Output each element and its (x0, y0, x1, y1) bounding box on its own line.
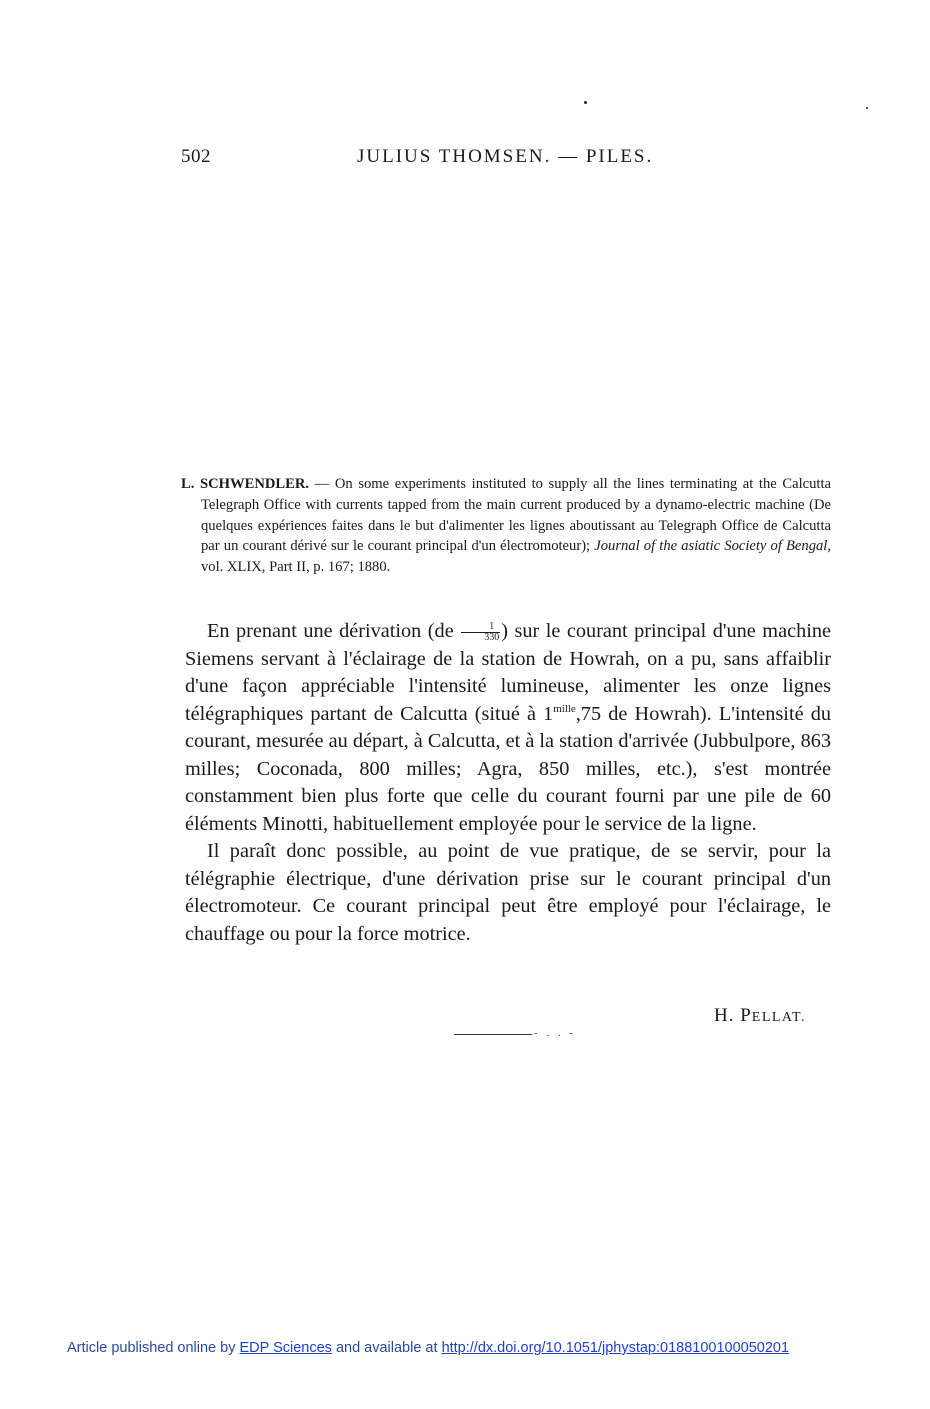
paragraph-1-middle: ) sur le courant principal d'une machine Siemens servant à l'éclairage de la station de Howrah, on a pu, sans affaiblir d'une façon appréciable l'intensité lumineuse, alimenter les onze lignes télégraphiques partant de Calcutta (situé à 1 (185, 620, 831, 725)
bibliographic-reference (181, 474, 831, 578)
scan-speck (866, 107, 868, 109)
article-body (185, 618, 831, 948)
superscript-mille: mille (553, 702, 576, 715)
publisher-link[interactable]: EDP Sciences (239, 1340, 332, 1356)
fraction (461, 622, 500, 643)
scan-speck (584, 101, 587, 104)
reference-title-french: (De quelques expériences faites dans le but d'alimenter les lignes aboutissant au Telegraph Office de Calcutta par un courant dérivé sur le courant principal d'un électromoteur); (201, 496, 831, 555)
publication-footer (67, 1340, 789, 1356)
reference-author: L. SCHWENDLER. (181, 476, 310, 492)
end-rule (454, 1034, 532, 1035)
running-title: JULIUS THOMSEN. — PILES. (357, 146, 654, 167)
paragraph-1 (185, 618, 831, 838)
paragraph-1-start: En prenant une dérivation (de (207, 620, 461, 642)
reference-details: vol. XLIX, Part II, p. 167; 1880. (201, 559, 391, 576)
author-signature (714, 1005, 806, 1027)
paragraph-1-end: ,75 de Howrah). L'intensité du courant, mesurée au départ, à Calcutta, et à la station d'arrivée (Jubbulpore, 863 milles; Coconada, 800 milles; Agra, 850 milles, etc.), s'est montrée constamment bien plus forte que celle du courant fourni par une pile de 60 éléments Minotti, habituellement employée pour le service de la ligne. (185, 702, 831, 835)
reference-title-english: On some experiments instituted to supply all the lines terminating at the Calcutta Telegraph Office with currents tapped from the main current produced by a dynamo-electric machine (201, 476, 831, 513)
page-number: 502 (181, 146, 211, 167)
fraction-denominator: 330 (484, 631, 500, 643)
reference-dash: — (309, 476, 335, 492)
reference-journal: Journal of the asiatic Society of Bengal, (594, 538, 832, 555)
fraction-numerator: 1 (461, 622, 500, 633)
footer-middle: and available at (331, 1340, 442, 1356)
paragraph-2: Il paraît donc possible, au point de vue pratique, de se servir, pour la télégraphie électrique, d'une dérivation prise sur le courant principal d'un électromoteur. Ce courant principal peut être employé pour l'éclairage, le chauffage ou pour la force motrice. (185, 840, 831, 945)
end-rule-dots: - . . - (534, 1027, 577, 1039)
signature-rest: ELLAT. (751, 1010, 806, 1025)
signature-initial: H. P (713, 1005, 752, 1026)
doi-link[interactable]: http://dx.doi.org/10.1051/jphystap:0188100100050201 (441, 1340, 790, 1356)
footer-prefix: Article published online by (67, 1340, 240, 1356)
